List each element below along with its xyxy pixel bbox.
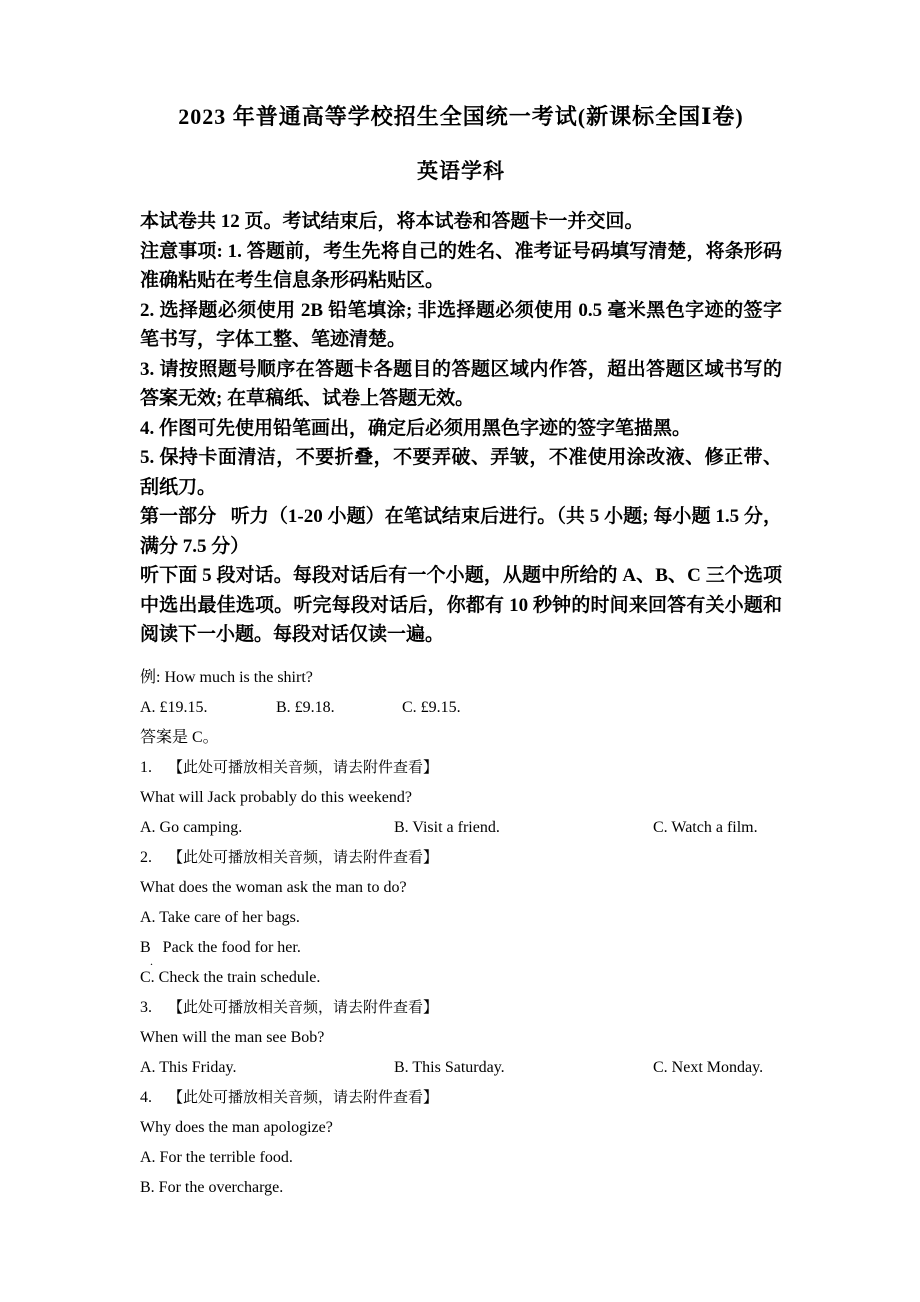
option-b-line (140, 1178, 782, 1198)
example-option-c: C. £9.15. (402, 698, 461, 716)
question-text: When will the man see Bob? (140, 1028, 325, 1046)
listening-section (140, 668, 782, 1198)
notice-item-2: 2. 选择题必须使用 2B 铅笔填涂; 非选择题必须使用 0.5 毫米黑色字迹的签字笔书写，字体工整、笔迹清楚。 (140, 299, 782, 350)
notice-item-1: 注意事项: 1. 答题前，考生先将自己的姓名、准考证号码填写清楚，将条形码准确粘贴在考生信息条形码粘贴区。 (140, 240, 782, 291)
option-a-line (140, 1148, 782, 1168)
option-a-line (140, 908, 782, 928)
listening-instructions: 听下面 5 段对话。每段对话后有一个小题，从题中所给的 A、B、C 三个选项中选出最佳选项。听完每段对话后，你都有 10 秒钟的时间来回答有关小题和阅读下一小题。每段对话仅读一遍。 (140, 565, 782, 645)
question-block-1 (140, 758, 782, 838)
question-block-4 (140, 1088, 782, 1198)
audio-note: 【此处可播放相关音频，请去附件查看】 (168, 999, 439, 1016)
question-block-2 (140, 848, 782, 988)
option-c: C. Next Monday. (653, 1058, 764, 1076)
question-text: What does the woman ask the man to do? (140, 878, 407, 896)
example-options-row (140, 698, 782, 718)
option-c: C. Watch a film. (653, 818, 758, 836)
exam-notices (140, 207, 782, 650)
notice-item-5: 5. 保持卡面清洁，不要折叠，不要弄破、弄皱，不准使用涂改液、修正带、刮纸刀。 (140, 447, 782, 498)
question-text: What will Jack probably do this weekend? (140, 788, 412, 806)
example-question: 例: How much is the shirt? (140, 668, 313, 686)
question-number: 1. (140, 758, 152, 776)
notice-intro: 本试卷共 12 页。考试结束后，将本试卷和答题卡一并交回。 (140, 211, 644, 232)
option-b-line (140, 938, 782, 968)
question-text: Why does the man apologize? (140, 1118, 333, 1136)
notice-item-4: 4. 作图可先使用铅笔画出，确定后必须用黑色字迹的签字笔描黑。 (140, 417, 692, 439)
part-one-heading: 第一部分 听力（1-20 小题）在笔试结束后进行。（共 5 小题; 每小题 1.5 分，满分 7.5 分） (140, 506, 782, 557)
audio-note-line (140, 758, 782, 778)
example-block (140, 668, 782, 748)
exam-title: 2023 年普通高等学校招生全国统一考试(新课标全国Ⅰ卷) (178, 104, 744, 129)
exam-subject: 英语学科 (417, 159, 505, 183)
option-b: B. For the overcharge. (140, 1178, 284, 1196)
option-a: A. For the terrible food. (140, 1148, 293, 1166)
audio-note-line (140, 998, 782, 1018)
audio-note: 【此处可播放相关音频，请去附件查看】 (168, 1089, 439, 1106)
option-b: B Pack the food for her. (140, 938, 301, 956)
example-answer: 答案是 C。 (140, 728, 219, 746)
example-option-a: A. £19.15. (140, 698, 208, 716)
option-a: A. Go camping. (140, 818, 243, 836)
option-b: B. Visit a friend. (394, 818, 500, 836)
question-number: 4. (140, 1088, 152, 1106)
audio-note-line (140, 1088, 782, 1108)
option-c-line (140, 968, 782, 988)
question-number: 2. (140, 848, 152, 866)
audio-note: 【此处可播放相关音频，请去附件查看】 (168, 759, 439, 776)
option-b: B. This Saturday. (394, 1058, 505, 1076)
question-block-3 (140, 998, 782, 1078)
audio-note: 【此处可播放相关音频，请去附件查看】 (168, 849, 439, 866)
option-a: A. Take care of her bags. (140, 908, 300, 926)
option-c: C. Check the train schedule. (140, 968, 321, 986)
question-number: 3. (140, 998, 152, 1016)
option-a: A. This Friday. (140, 1058, 237, 1076)
options-row (140, 818, 782, 838)
options-row (140, 1058, 782, 1078)
example-option-b: B. £9.18. (276, 698, 335, 716)
notice-item-3: 3. 请按照题号顺序在答题卡各题目的答题区域内作答，超出答题区域书写的答案无效; 在草稿纸、试卷上答题无效。 (140, 358, 782, 409)
audio-note-line (140, 848, 782, 868)
stray-period-mark: . (150, 953, 153, 968)
